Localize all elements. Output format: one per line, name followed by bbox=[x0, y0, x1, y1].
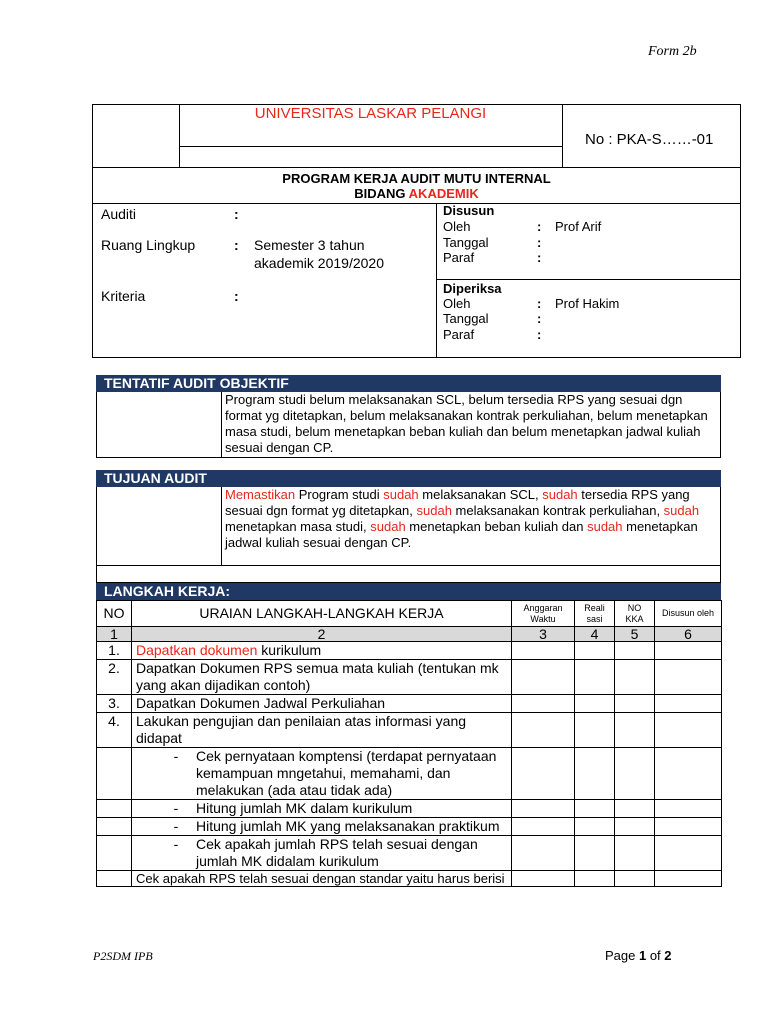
dash: - bbox=[173, 800, 179, 816]
sub-step-text: Hitung jumlah MK dalam kurikulum bbox=[196, 800, 413, 816]
langkah-heading: LANGKAH KERJA: bbox=[96, 583, 721, 600]
table-row bbox=[97, 660, 722, 695]
diperiksa-paraf-label: Paraf bbox=[443, 327, 475, 342]
col-number: 3 bbox=[512, 627, 575, 642]
colon: : bbox=[234, 288, 239, 304]
colon: : bbox=[537, 235, 542, 250]
row-text: Dapatkan Dokumen RPS semua mata kuliah (tentukan mk yang akan dijadikan contoh) bbox=[132, 660, 512, 695]
tujuan-seg: tersedia RPS yang sesuai dgn format yg ditetapkan, bbox=[225, 487, 690, 518]
table-row bbox=[97, 748, 722, 800]
row-text: Lakukan pengujian dan penilaian atas informasi yang didapat bbox=[132, 713, 512, 748]
table-row bbox=[97, 642, 722, 660]
tujuan-seg: melaksanakan kontrak perkuliahan, bbox=[451, 503, 664, 518]
col-number: 5 bbox=[615, 627, 655, 642]
disusun-oleh-label: Oleh bbox=[443, 219, 471, 234]
subtitle-prefix: BIDANG bbox=[354, 186, 409, 201]
tentatif-heading: TENTATIF AUDIT OBJEKTIF bbox=[96, 375, 721, 392]
table-row bbox=[97, 818, 722, 836]
university-name: UNIVERSITAS LASKAR PELANGI bbox=[254, 105, 487, 122]
disusun-oleh-value: Prof Arif bbox=[555, 219, 602, 234]
sub-step-text: Cek pernyataan komptensi (terdapat pernyataan kemampuan mngetahui, memahami, dan melakukan (ada atau tidak ada) bbox=[196, 748, 497, 798]
tujuan-seg: sudah bbox=[370, 519, 406, 534]
row-number: 2. bbox=[97, 660, 132, 695]
row-text: Dapatkan Dokumen Jadwal Perkuliahan bbox=[132, 695, 512, 713]
tujuan-seg: sudah bbox=[587, 519, 623, 534]
page-subtitle bbox=[92, 186, 741, 201]
tujuan-seg: menetapkan jadwal kuliah sesuai dengan CP. bbox=[225, 519, 698, 550]
table-row bbox=[97, 695, 722, 713]
ruang-lingkup-label: Ruang Lingkup bbox=[101, 237, 196, 253]
divider bbox=[562, 104, 563, 168]
ruang-lingkup-value: Semester 3 tahun bbox=[254, 237, 365, 253]
tujuan-heading: TUJUAN AUDIT bbox=[96, 470, 721, 487]
dash: - bbox=[173, 748, 179, 764]
subtitle-highlight: AKADEMIK bbox=[408, 186, 479, 201]
row-number: 3. bbox=[97, 695, 132, 713]
sub-step bbox=[132, 818, 512, 836]
page-prefix: Page bbox=[605, 948, 639, 963]
sub-step bbox=[132, 836, 512, 871]
col-number: 4 bbox=[575, 627, 615, 642]
row-text-rest: kurikulum bbox=[257, 642, 322, 658]
col-number: 1 bbox=[97, 627, 132, 642]
page-mid: of bbox=[646, 948, 665, 963]
col-disusun-header: Disusun oleh bbox=[655, 601, 722, 627]
tujuan-seg: Memastikan bbox=[225, 487, 296, 502]
page-title: PROGRAM KERJA AUDIT MUTU INTERNAL bbox=[282, 171, 551, 186]
col-no-header: NO bbox=[97, 601, 132, 627]
auditi-label: Auditi bbox=[101, 206, 137, 222]
tujuan-seg: menetapkan beban kuliah dan bbox=[405, 519, 588, 534]
colon: : bbox=[537, 311, 542, 326]
disusun-paraf-label: Paraf bbox=[443, 250, 475, 265]
diperiksa-oleh-label: Oleh bbox=[443, 296, 471, 311]
row-text-red: Dapatkan dokumen bbox=[136, 642, 258, 658]
row-number: 1. bbox=[97, 642, 132, 660]
sub-step bbox=[132, 800, 512, 818]
row-number: 4. bbox=[97, 713, 132, 748]
info-box bbox=[92, 203, 741, 358]
tentatif-text: Program studi belum melaksanakan SCL, belum tersedia RPS yang sesuai dgn format yg ditetapkan, belum melaksanakan kontrak perkuliahan, belum menetapkan masa studi, belum menetapkan beban kuliah dan belum menetapkan jadwal kuliah sesuai dengan CP. bbox=[225, 392, 708, 455]
divider bbox=[436, 279, 741, 280]
diperiksa-oleh-value: Prof Hakim bbox=[555, 296, 620, 311]
table-row bbox=[97, 713, 722, 748]
ruang-lingkup-value: akademik 2019/2020 bbox=[254, 255, 384, 271]
colon: : bbox=[234, 237, 239, 253]
page-number bbox=[605, 948, 672, 963]
form-label: Form 2b bbox=[648, 44, 697, 59]
col-uraian-header: URAIAN LANGKAH-LANGKAH KERJA bbox=[132, 601, 512, 627]
sub-step-text: Cek apakah jumlah RPS telah sesuai dengan jumlah MK didalam kurikulum bbox=[196, 836, 478, 869]
diperiksa-heading: Diperiksa bbox=[443, 281, 502, 296]
tujuan-seg: melaksanakan SCL, bbox=[418, 487, 543, 502]
tujuan-seg: sudah bbox=[663, 503, 700, 518]
langkah-table bbox=[96, 600, 722, 887]
divider bbox=[221, 487, 222, 566]
tujuan-seg: sudah bbox=[542, 487, 578, 502]
col-nokka-header: NO KKA bbox=[615, 601, 655, 627]
dash: - bbox=[173, 836, 179, 852]
col-anggaran-header: Anggaran Waktu bbox=[512, 601, 575, 627]
divider bbox=[179, 146, 562, 147]
tujuan-seg: menetapkan masa studi, bbox=[225, 519, 371, 534]
row-text bbox=[132, 642, 512, 660]
divider bbox=[221, 392, 222, 458]
kriteria-label: Kriteria bbox=[101, 288, 146, 304]
tujuan-seg: sudah bbox=[416, 503, 452, 518]
sub-step-text: Hitung jumlah MK yang melaksanakan praktikum bbox=[196, 818, 500, 834]
table-row bbox=[97, 836, 722, 871]
col-number: 6 bbox=[655, 627, 722, 642]
disusun-heading: Disusun bbox=[443, 203, 495, 218]
colon: : bbox=[537, 219, 542, 234]
spacer-row bbox=[96, 566, 721, 583]
colon: : bbox=[234, 206, 239, 222]
disusun-tanggal-label: Tanggal bbox=[443, 235, 489, 250]
divider bbox=[436, 203, 437, 358]
table-row bbox=[97, 871, 722, 887]
document-number: No : PKA-S……-01 bbox=[585, 131, 714, 148]
footer-left: P2SDM IPB bbox=[93, 949, 153, 963]
colon: : bbox=[537, 296, 542, 311]
col-number: 2 bbox=[132, 627, 512, 642]
tujuan-seg: sudah bbox=[383, 487, 419, 502]
colon: : bbox=[537, 250, 542, 265]
page-current: 1 bbox=[638, 948, 647, 963]
table-row bbox=[97, 800, 722, 818]
page-total: 2 bbox=[664, 948, 672, 963]
sub-step bbox=[132, 748, 512, 800]
colon: : bbox=[537, 327, 542, 342]
tujuan-seg: Program studi bbox=[295, 487, 384, 502]
diperiksa-tanggal-label: Tanggal bbox=[443, 311, 489, 326]
tujuan-text bbox=[225, 487, 715, 551]
dash: - bbox=[173, 818, 179, 834]
row-text: Cek apakah RPS telah sesuai dengan standar yaitu harus berisi bbox=[132, 871, 512, 887]
col-realisasi-header: Reali sasi bbox=[575, 601, 615, 627]
